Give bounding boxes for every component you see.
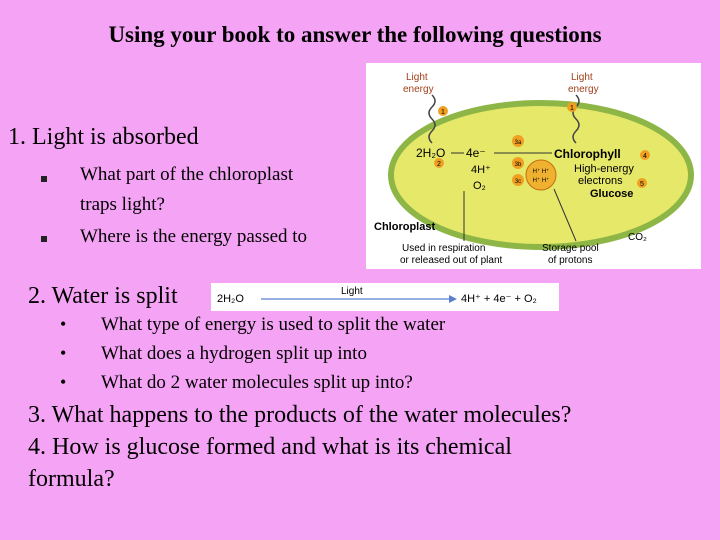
chloroplast-label: Chloroplast [374, 221, 436, 233]
section1-heading: 1. Light is absorbed [8, 124, 199, 150]
bullet-dot: • [60, 343, 67, 363]
high-energy-label: High-energy [574, 163, 634, 175]
step-3b: 3b [514, 162, 522, 168]
storage-label-1: Storage pool [542, 243, 599, 254]
question-4-line-2: formula? [28, 466, 115, 492]
section2-heading: 2. Water is split [28, 283, 178, 309]
chloroplast-diagram [366, 63, 701, 269]
equation-products: 4H⁺ + 4e⁻ + O₂ [461, 293, 537, 305]
section2-bullet-3: What do 2 water molecules split up into? [101, 372, 413, 393]
step-4: 4 [643, 153, 647, 160]
oxygen-label: O₂ [473, 180, 486, 192]
electrons-sublabel: electrons [578, 175, 623, 187]
water-split-equation [211, 283, 559, 311]
bullet-square [41, 176, 47, 182]
section2-bullet-2: What does a hydrogen split up into [101, 343, 367, 364]
co2-label: CO₂ [628, 232, 647, 243]
section1-bullet-1-cont: traps light? [80, 194, 165, 215]
light-label-left: Light [406, 72, 428, 83]
chlorophyll-label: Chlorophyll [554, 147, 621, 161]
bullet-square [41, 236, 47, 242]
step-5: 5 [640, 181, 644, 188]
equation-arrowhead [449, 295, 457, 303]
electrons-label: 4e⁻ [466, 146, 486, 160]
bullet-dot: • [60, 314, 67, 334]
section1-bullet-1: What part of the chloroplast [80, 164, 294, 185]
energy-label-left: energy [403, 84, 434, 95]
step-1-right: 1 [570, 105, 574, 112]
pool-protons-2: H⁺ H⁺ [532, 178, 550, 184]
bullet-dot: • [60, 372, 67, 392]
proton-pool [526, 160, 556, 190]
pool-protons-1: H⁺ H⁺ [532, 169, 550, 175]
equation-light-label: Light [341, 286, 363, 297]
light-label-right: Light [571, 72, 593, 83]
equation-reactant: 2H₂O [217, 293, 244, 305]
respiration-label-1: Used in respiration [402, 243, 486, 254]
protons-label: 4H⁺ [471, 164, 491, 176]
step-3a: 3a [514, 140, 522, 146]
energy-label-right: energy [568, 84, 599, 95]
step-1-left: 1 [441, 109, 445, 116]
glucose-label: Glucose [590, 188, 634, 200]
question-4-line-1: 4. How is glucose formed and what is its chemical [28, 434, 512, 460]
water-label: 2H₂O [416, 146, 446, 160]
question-3: 3. What happens to the products of the water molecules? [28, 402, 572, 428]
step-3c: 3c [514, 179, 522, 185]
page-title: Using your book to answer the following questions [108, 22, 602, 47]
respiration-label-2: or released out of plant [400, 255, 503, 266]
section2-bullet-1: What type of energy is used to split the water [101, 314, 446, 335]
section1-bullet-2: Where is the energy passed to [80, 226, 308, 247]
storage-label-2: of protons [548, 255, 593, 266]
step-2: 2 [437, 161, 441, 168]
